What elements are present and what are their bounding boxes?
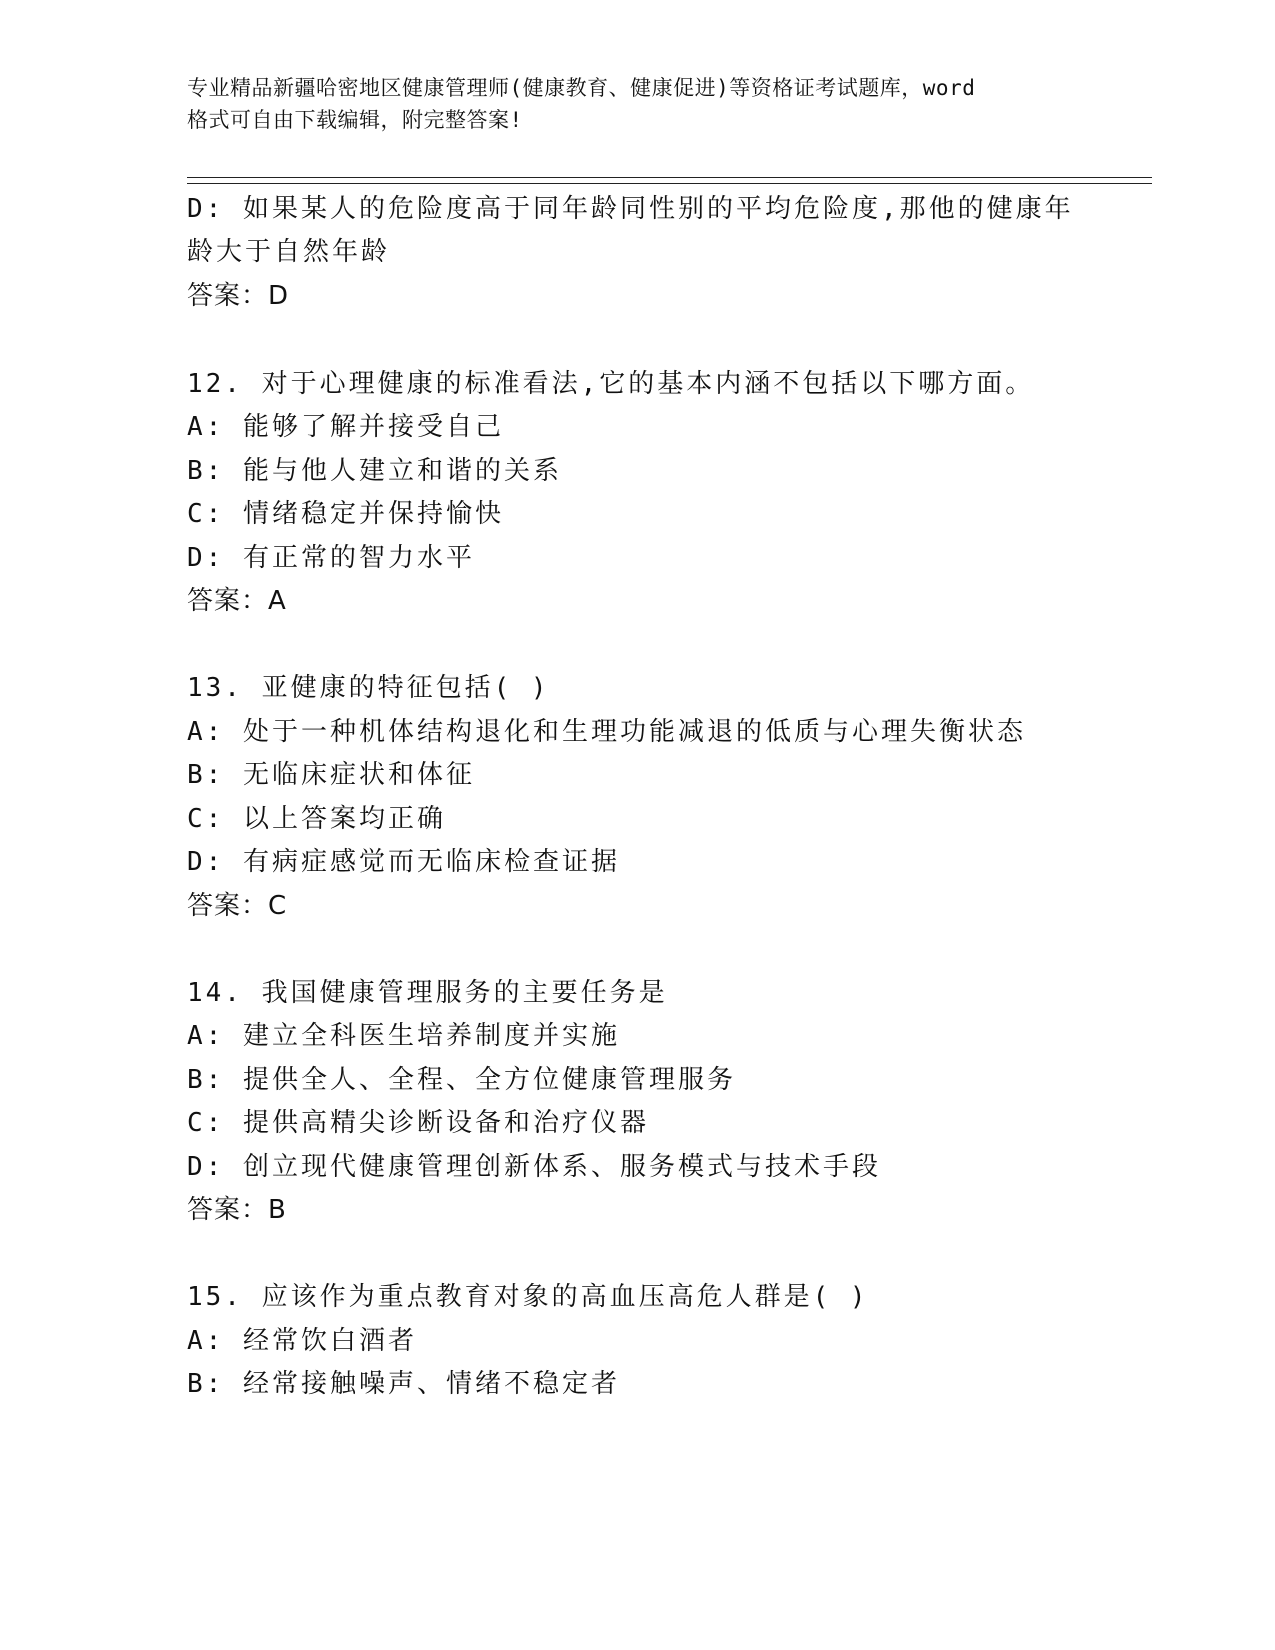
q14-option-d: D: 创立现代健康管理创新体系、服务模式与技术手段 bbox=[187, 1152, 881, 1182]
q14-option-a: A: 建立全科医生培养制度并实施 bbox=[187, 1021, 620, 1051]
q13-question: 13. 亚健康的特征包括( ) bbox=[187, 673, 550, 703]
q13-option-a: A: 处于一种机体结构退化和生理功能减退的低质与心理失衡状态 bbox=[187, 717, 1026, 747]
q12-option-b: B: 能与他人建立和谐的关系 bbox=[187, 456, 562, 486]
q15-option-b: B: 经常接触噪声、情绪不稳定者 bbox=[187, 1369, 620, 1399]
header-divider-bottom bbox=[187, 183, 1152, 184]
header-line-1: 专业精品新疆哈密地区健康管理师(健康教育、健康促进)等资格证考试题库，word bbox=[187, 76, 976, 100]
q11-answer: 答案：D bbox=[187, 281, 290, 311]
q13-option-d: D: 有病症感觉而无临床检查证据 bbox=[187, 847, 620, 877]
q11-option-d-line-2: 龄大于自然年龄 bbox=[187, 237, 391, 267]
q12-option-d: D: 有正常的智力水平 bbox=[187, 543, 475, 573]
q13-answer: 答案：C bbox=[187, 891, 288, 921]
q12-answer: 答案：A bbox=[187, 586, 287, 616]
q13-option-b: B: 无临床症状和体征 bbox=[187, 760, 475, 790]
q12-question: 12. 对于心理健康的标准看法,它的基本内涵不包括以下哪方面。 bbox=[187, 369, 1035, 399]
q11-option-d-line-1: D: 如果某人的危险度高于同年龄同性别的平均危险度,那他的健康年 bbox=[187, 194, 1074, 224]
q12-option-a: A: 能够了解并接受自己 bbox=[187, 412, 504, 442]
q14-option-c: C: 提供高精尖诊断设备和治疗仪器 bbox=[187, 1108, 649, 1138]
q14-option-b: B: 提供全人、全程、全方位健康管理服务 bbox=[187, 1065, 736, 1095]
q13-option-c: C: 以上答案均正确 bbox=[187, 804, 446, 834]
q15-question: 15. 应该作为重点教育对象的高血压高危人群是( ) bbox=[187, 1282, 869, 1312]
header-line-2: 格式可自由下载编辑，附完整答案! bbox=[187, 108, 523, 132]
q14-question: 14. 我国健康管理服务的主要任务是 bbox=[187, 978, 668, 1008]
q14-answer: 答案：B bbox=[187, 1195, 287, 1225]
q15-option-a: A: 经常饮白酒者 bbox=[187, 1326, 417, 1356]
document-header bbox=[187, 72, 1087, 136]
q12-option-c: C: 情绪稳定并保持愉快 bbox=[187, 499, 504, 529]
header-divider-top bbox=[187, 177, 1152, 178]
